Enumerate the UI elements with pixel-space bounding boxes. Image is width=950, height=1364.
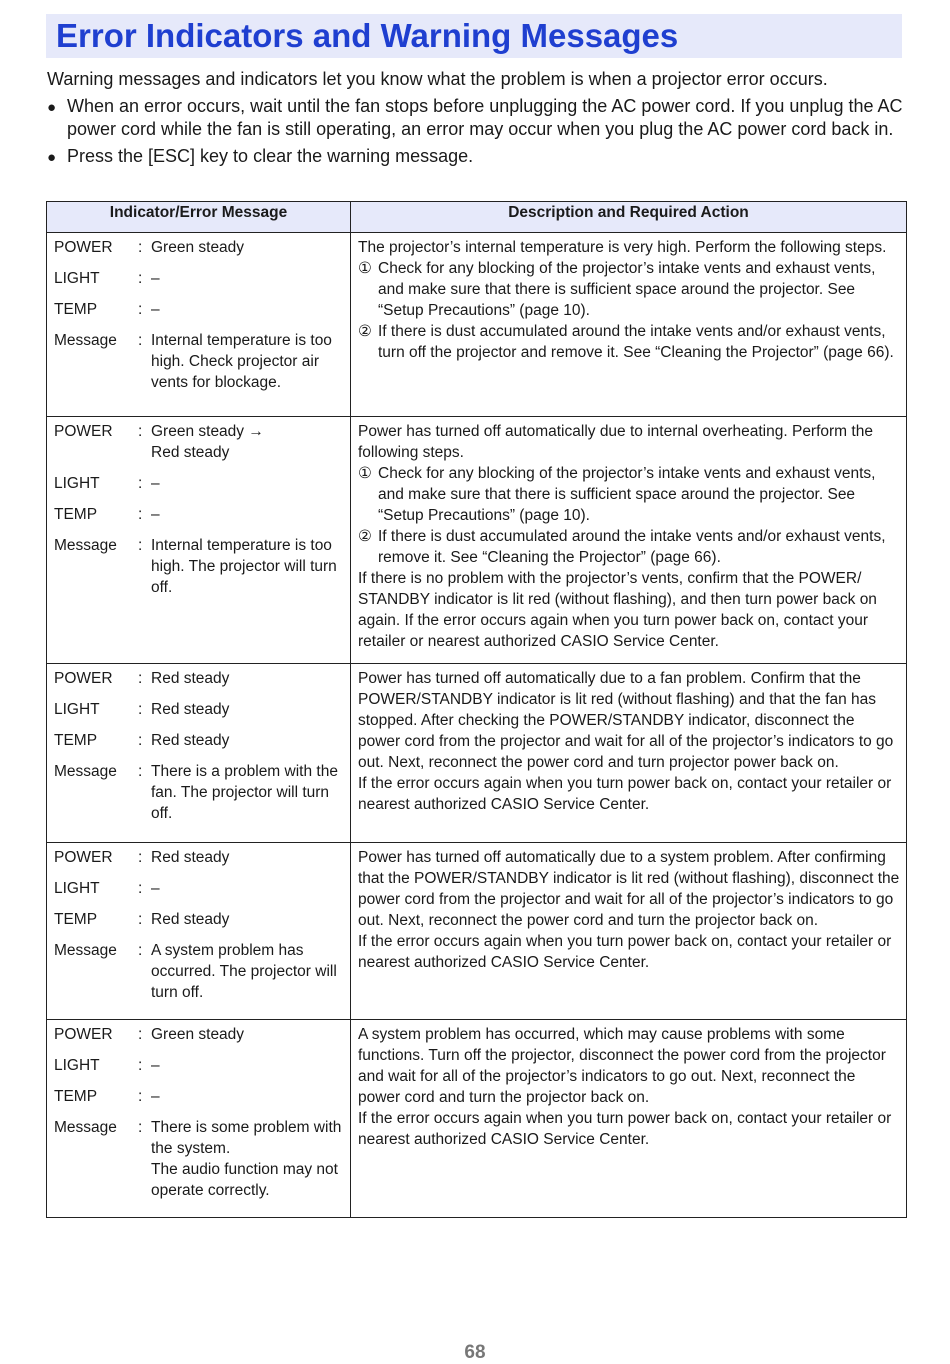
bullet-item bbox=[47, 95, 903, 141]
title-bar bbox=[46, 14, 902, 58]
table-header-row bbox=[47, 202, 907, 233]
description-cell bbox=[351, 843, 907, 1020]
light-value: Red steady bbox=[151, 701, 230, 718]
message-label: Message bbox=[54, 763, 117, 780]
message-label: Message bbox=[54, 332, 117, 349]
intro-text: Warning messages and indicators let you know what the problem is when a projector error occurs. bbox=[47, 69, 828, 89]
indicator-cell: POWER : Green steady LIGHT : – TEMP : – Message : There is some problem with the system. The audio function may not operate correctly. bbox=[47, 1020, 351, 1218]
description-cell bbox=[351, 1020, 907, 1218]
column-header-description: Description and Required Action bbox=[351, 202, 907, 233]
message-value: There is some problem with the system. bbox=[151, 1119, 342, 1157]
description-cell bbox=[351, 664, 907, 843]
message-value: Internal temperature is too high. Check projector air vents for blockage. bbox=[151, 332, 332, 391]
light-value: – bbox=[151, 1057, 160, 1074]
table-row bbox=[47, 417, 907, 664]
error-table bbox=[46, 201, 907, 1218]
message-label: Message bbox=[54, 942, 117, 959]
step-2-text: If there is dust accumulated around the intake vents and/or exhaust vents, turn off the projector and remove it. See “Cleaning the Projector” (page 66). bbox=[378, 323, 894, 361]
table-row bbox=[47, 233, 907, 417]
table-row bbox=[47, 843, 907, 1020]
light-label: LIGHT bbox=[54, 1057, 100, 1074]
temp-value: Red steady bbox=[151, 732, 230, 749]
light-value: – bbox=[151, 475, 160, 492]
indicator-cell: POWER : Green steady LIGHT : – TEMP : – Message : Internal temperature is too high. Check projector air vents for blockage. bbox=[47, 233, 351, 417]
power-value: Red steady bbox=[151, 849, 230, 866]
message-value: There is a problem with the fan. The projector will turn off. bbox=[151, 763, 338, 822]
indicator-cell: POWER : Red steady LIGHT : – TEMP : Red steady Message : A system problem has occurred. The projector will turn off. bbox=[47, 843, 351, 1020]
temp-label: TEMP bbox=[54, 1088, 98, 1105]
power-label: POWER bbox=[54, 423, 113, 440]
table-row bbox=[47, 664, 907, 843]
bullet-text: Press the [ESC] key to clear the warning message. bbox=[67, 146, 474, 166]
power-value: Green steady bbox=[151, 1026, 245, 1043]
temp-value: – bbox=[151, 1088, 160, 1105]
message-value: A system problem has occurred. The projector will turn off. bbox=[151, 942, 337, 1001]
page-number: 68 bbox=[464, 1342, 486, 1363]
indicator-cell: POWER : Red steady LIGHT : Red steady TEMP : Red steady Message : There is a problem with the fan. The projector will turn off. bbox=[47, 664, 351, 843]
power-label: POWER bbox=[54, 1026, 113, 1043]
description-cell bbox=[351, 233, 907, 417]
light-value: – bbox=[151, 270, 160, 287]
bullet-dot-icon: ● bbox=[47, 99, 57, 116]
temp-value: – bbox=[151, 506, 160, 523]
table-row bbox=[47, 1020, 907, 1218]
description-intro: The projector’s internal temperature is very high. Perform the following steps. bbox=[358, 239, 887, 256]
description-paragraph: If the error occurs again when you turn power back on, contact your retailer or nearest authorized CASIO Service Center. bbox=[358, 1110, 892, 1148]
bullet-dot-icon: ● bbox=[47, 149, 57, 166]
step-1-number: ① bbox=[358, 260, 372, 277]
light-label: LIGHT bbox=[54, 701, 100, 718]
description-paragraph: Power has turned off automatically due to a fan problem. Confirm that the POWER/STANDBY indicator is lit red (without flashing) and that the fan has stopped. After checking the POWER/STANDBY indicator, disconnect the power cord from the projector and wait for all of the projector’s indicators to go out. Next, reconnect the power cord and turn projector power back on. bbox=[358, 670, 894, 771]
message-label: Message bbox=[54, 537, 117, 554]
light-value: – bbox=[151, 880, 160, 897]
light-label: LIGHT bbox=[54, 475, 100, 492]
step-2-number: ② bbox=[358, 323, 372, 340]
power-value: Green steady → Red steady bbox=[151, 423, 264, 461]
power-label: POWER bbox=[54, 849, 113, 866]
description-paragraph: A system problem has occurred, which may cause problems with some functions. Turn off the projector, disconnect the power cord from the projector and wait for all of the projector’s indicators to go out. Next, reconnect the power cord and turn the projector back on. bbox=[358, 1026, 886, 1106]
temp-label: TEMP bbox=[54, 732, 98, 749]
power-label: POWER bbox=[54, 239, 113, 256]
message-value-2: The audio function may not operate correctly. bbox=[151, 1161, 338, 1199]
description-paragraph: If the error occurs again when you turn power back on, contact your retailer or nearest authorized CASIO Service Center. bbox=[358, 933, 892, 971]
temp-value: – bbox=[151, 301, 160, 318]
description-paragraph: If the error occurs again when you turn power back on, contact your retailer or nearest authorized CASIO Service Center. bbox=[358, 775, 892, 813]
temp-label: TEMP bbox=[54, 301, 98, 318]
step-1-text: Check for any blocking of the projector’s intake vents and exhaust vents, and make sure that there is sufficient space around the projector. See “Setup Precautions” (page 10). bbox=[378, 260, 876, 319]
indicator-cell: POWER : Green steady → Red steady LIGHT : – TEMP : – Message : Internal temperature is too high. The projector will turn off. bbox=[47, 417, 351, 664]
temp-value: Red steady bbox=[151, 911, 230, 928]
temp-label: TEMP bbox=[54, 506, 98, 523]
power-label: POWER bbox=[54, 670, 113, 687]
bullet-item bbox=[47, 145, 903, 169]
step-1-number: ① bbox=[358, 465, 372, 482]
description-outro: If there is no problem with the projector’s vents, confirm that the POWER/ STANDBY indicator is lit red (without flashing), and then turn power back on again. If the error occurs again when you turn power back on, contact your retailer or nearest authorized CASIO Service Center. bbox=[358, 570, 877, 650]
description-paragraph: Power has turned off automatically due to a system problem. After confirming that the POWER/STANDBY indicator is lit red (without flashing), disconnect the power cord from the projector and wait for all of the projector’s indicators to go out. Next, reconnect the power cord and turn the projector back on. bbox=[358, 849, 900, 929]
light-label: LIGHT bbox=[54, 270, 100, 287]
temp-label: TEMP bbox=[54, 911, 98, 928]
message-value: Internal temperature is too high. The projector will turn off. bbox=[151, 537, 337, 596]
message-label: Message bbox=[54, 1119, 117, 1136]
column-header-indicator: Indicator/Error Message bbox=[47, 202, 351, 233]
bullet-text: When an error occurs, wait until the fan stops before unplugging the AC power cord. If you unplug the AC power cord while the fan is still operating, an error may occur when you plug the AC power cord back in. bbox=[67, 96, 903, 139]
power-value: Red steady bbox=[151, 670, 230, 687]
description-intro: Power has turned off automatically due to internal overheating. Perform the following steps. bbox=[358, 423, 873, 461]
step-2-text: If there is dust accumulated around the intake vents and/or exhaust vents, remove it. See “Cleaning the Projector” (page 66). bbox=[378, 528, 886, 566]
light-label: LIGHT bbox=[54, 880, 100, 897]
page-title: Error Indicators and Warning Messages bbox=[56, 17, 679, 54]
intro-section bbox=[47, 68, 903, 173]
description-cell bbox=[351, 417, 907, 664]
power-value: Green steady bbox=[151, 239, 245, 256]
step-1-text: Check for any blocking of the projector’s intake vents and exhaust vents, and make sure that there is sufficient space around the projector. See “Setup Precautions” (page 10). bbox=[378, 465, 876, 524]
step-2-number: ② bbox=[358, 528, 372, 545]
